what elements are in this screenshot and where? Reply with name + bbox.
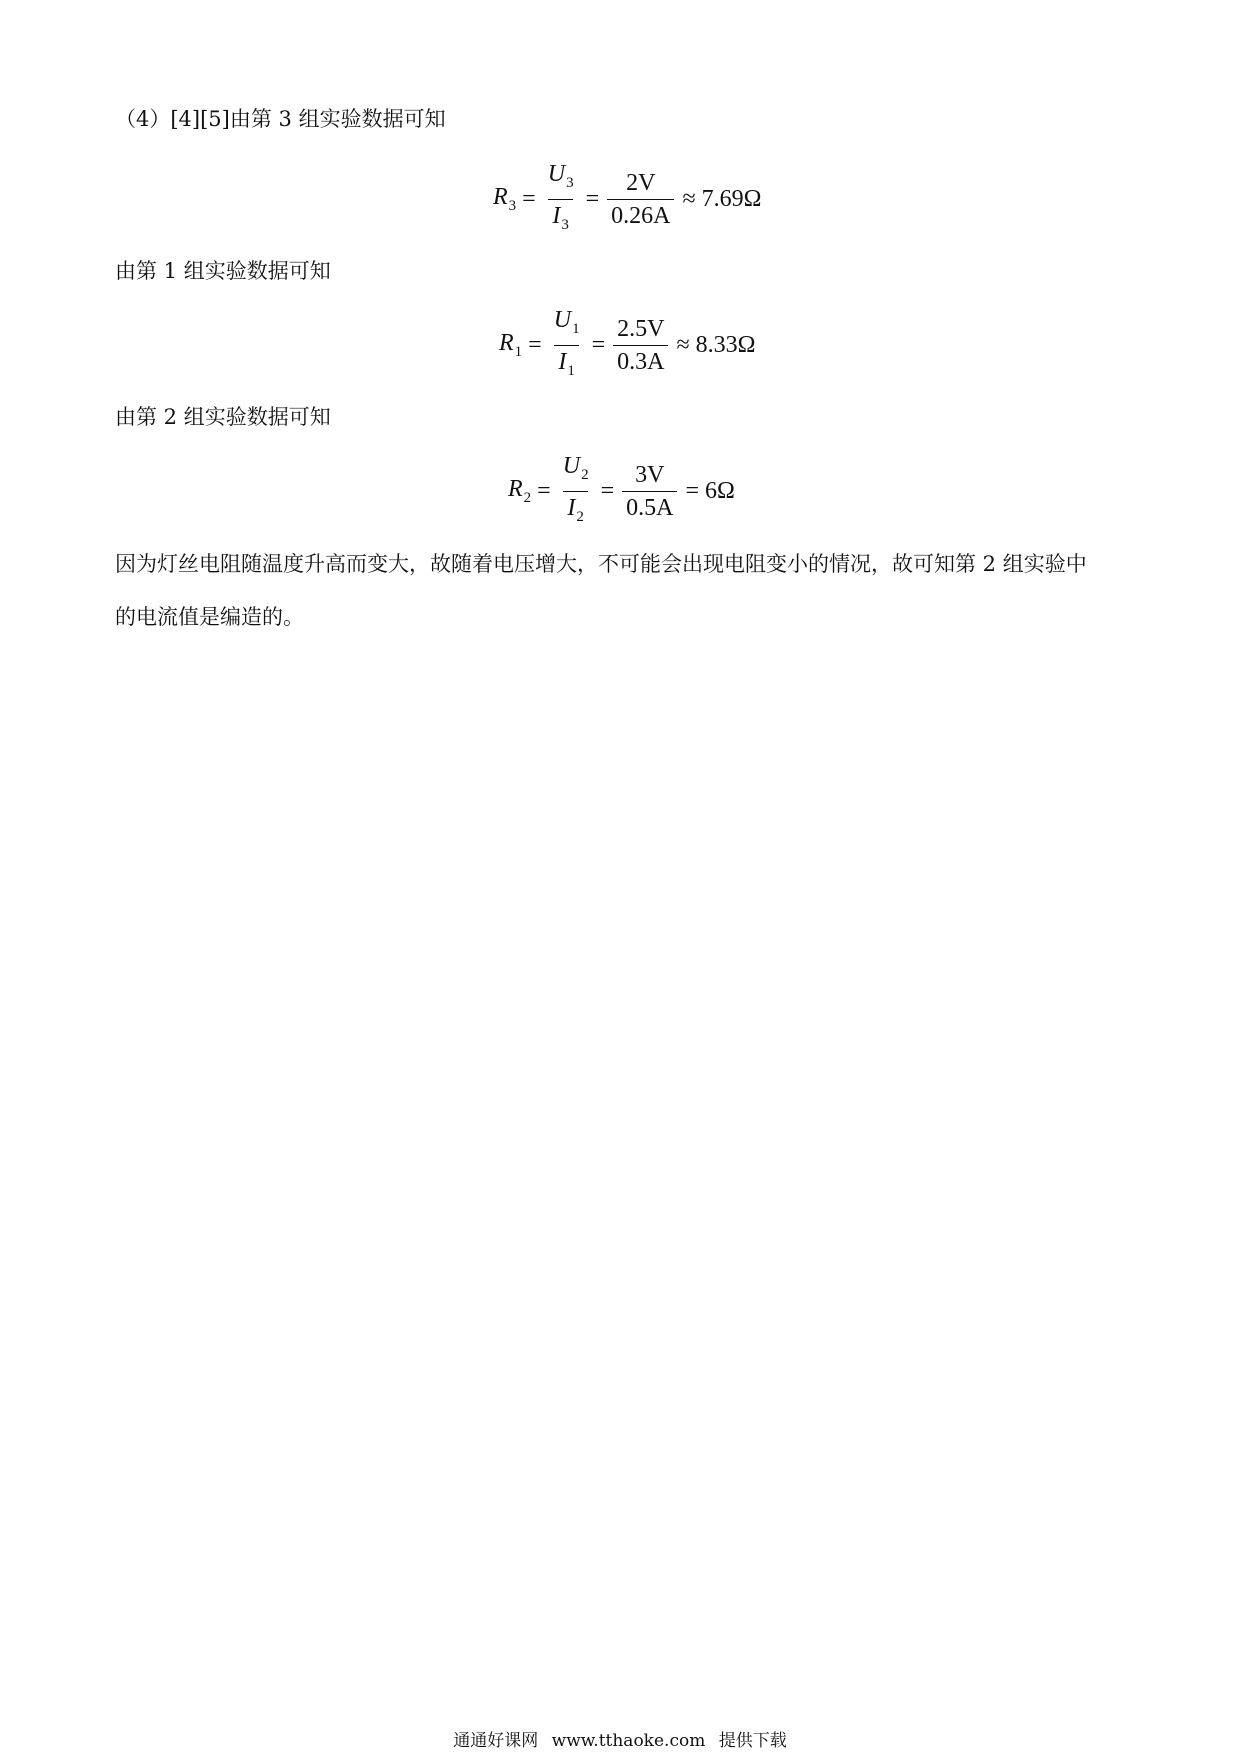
formula-r3-eq2: =: [585, 186, 600, 212]
formula-r2-result: 6Ω: [705, 478, 735, 504]
formula-r1-lhs: $R_1$: [499, 330, 523, 360]
formula-r3-frac2: $\frac{2V}{0.26A}$: [607, 169, 674, 230]
formula-r3-eq1: =: [522, 186, 536, 212]
formula-r2-eq2: =: [600, 478, 615, 504]
formula-r3-result: 7.69Ω: [701, 186, 762, 212]
formula-r2-frac2: $\frac{3V}{0.5A}$: [622, 461, 677, 522]
formula-r3-lhs: $R_3$: [493, 184, 517, 214]
formula-r2: [508, 452, 735, 531]
paragraph-conclusion-line1: 因为灯丝电阻随温度升高而变大，故随着电压增大，不可能会出现电阻变小的情况，故可知第 2 组实验中: [115, 552, 1087, 576]
formula-r2-frac1: $\frac{U_2}{I_2}$: [559, 452, 593, 531]
formula-r1-rel: ≈: [676, 332, 690, 358]
page-footer: [0, 1730, 1240, 1752]
formula-r3-frac1: $\frac{U_3}{I_3}$: [544, 160, 578, 239]
formula-r3: [493, 160, 761, 239]
formula-r1: [499, 306, 755, 385]
footer-site-name: 通通好课网: [453, 1731, 539, 1751]
formula-r2-eq1: =: [537, 478, 551, 504]
formula-r1-result: 8.33Ω: [695, 332, 756, 358]
formula-r1-eq1: =: [528, 332, 542, 358]
footer-suffix: 提供下载: [718, 1731, 787, 1751]
formula-r1-eq2: =: [591, 332, 606, 358]
paragraph-intro-group3: （4）[4][5]由第 3 组实验数据可知: [115, 107, 446, 131]
paragraph-intro-group1: 由第 1 组实验数据可知: [115, 259, 331, 283]
paragraph-intro-group2: 由第 2 组实验数据可知: [115, 405, 331, 429]
formula-r2-lhs: $R_2$: [508, 476, 532, 506]
formula-r1-frac2: $\frac{2.5V}{0.3A}$: [613, 315, 668, 376]
formula-r1-frac1: $\frac{U_1}{I_1}$: [550, 306, 584, 385]
formula-r3-rel: ≈: [682, 186, 696, 212]
paragraph-conclusion-line2: 的电流值是编造的。: [115, 605, 304, 629]
footer-url[interactable]: www.tthaoke.com: [551, 1731, 706, 1751]
formula-r2-rel: =: [685, 478, 699, 504]
